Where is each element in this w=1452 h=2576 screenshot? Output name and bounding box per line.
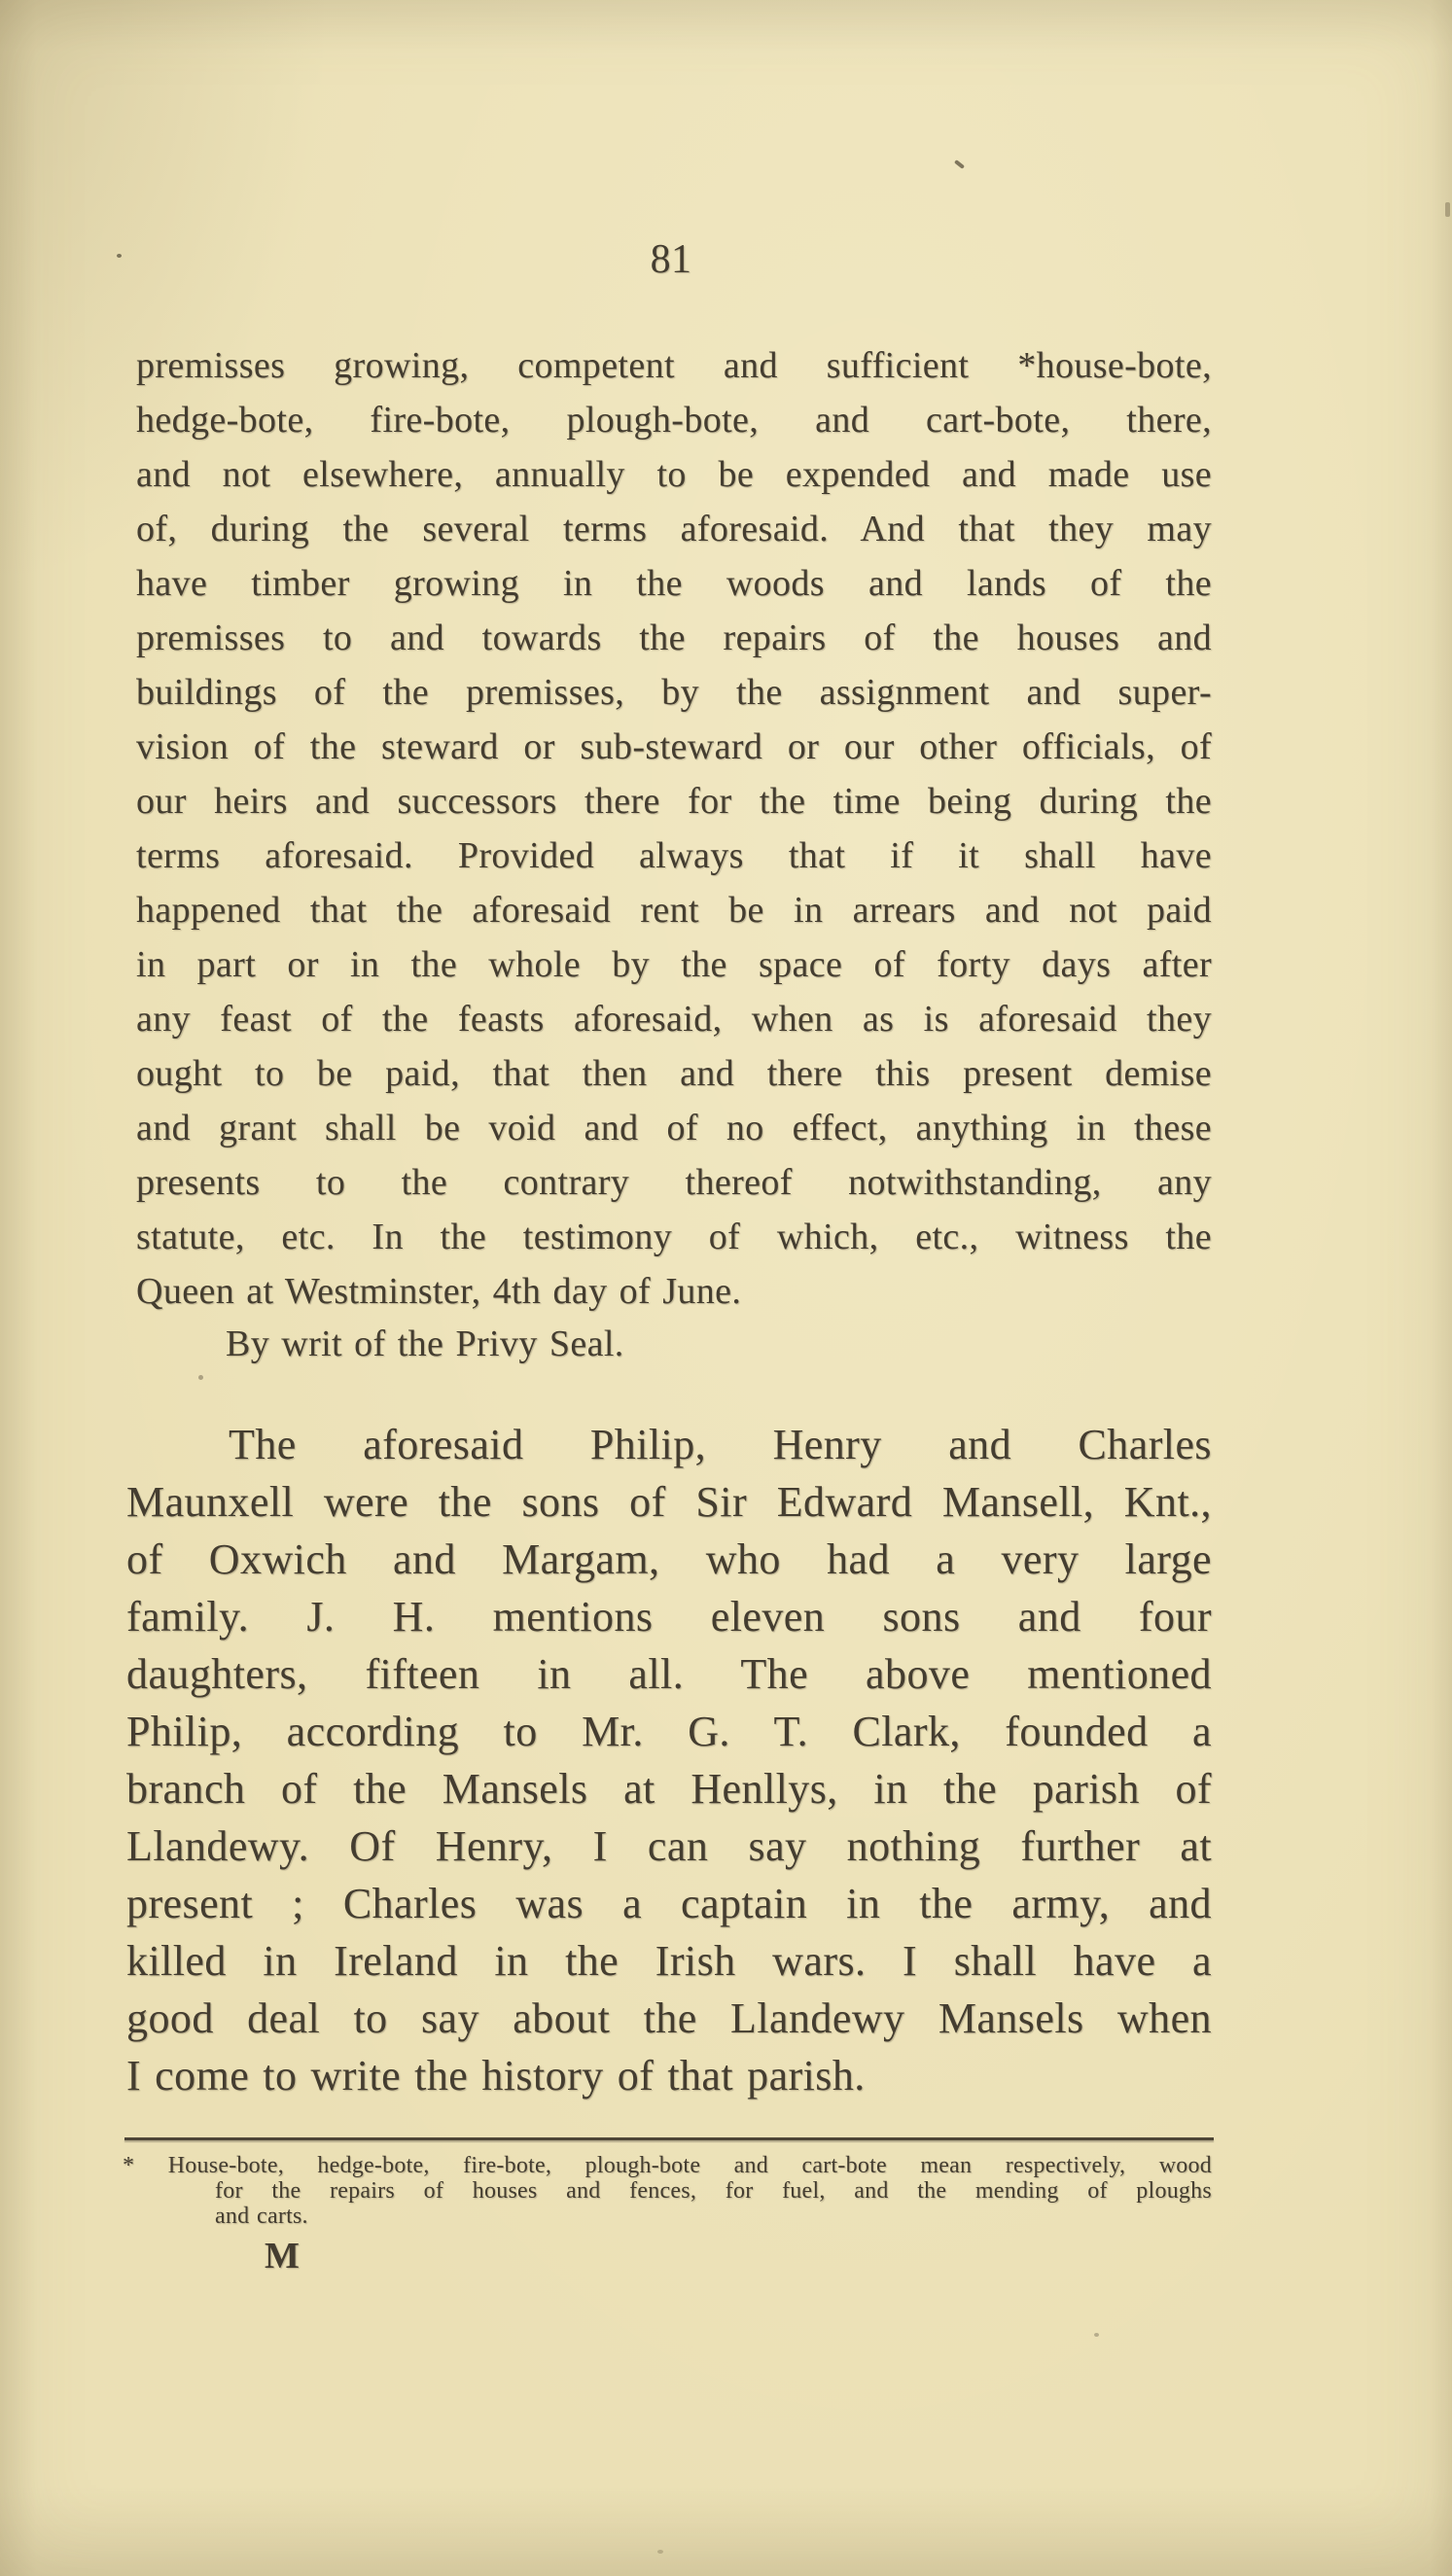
body-line: family. J. H. mentions eleven sons and four: [126, 1593, 1212, 1641]
body-line: and not elsewhere, annually to be expended and made use: [136, 454, 1212, 495]
body-line: Queen at Westminster, 4th day of June.: [136, 1271, 742, 1312]
body-line: killed in Ireland in the Irish wars. I shall have a: [126, 1937, 1212, 1985]
page-number: 81: [650, 237, 692, 282]
footnote-line: and carts.: [215, 2204, 308, 2229]
paper-speck: [1445, 202, 1450, 217]
paper-speck: [954, 159, 965, 169]
body-line: Philip, according to Mr. G. T. Clark, founded a: [126, 1708, 1212, 1755]
body-line: daughters, fifteen in all. The above mentioned: [126, 1650, 1212, 1698]
body-line: premisses growing, competent and sufficient *house-bote,: [136, 345, 1212, 386]
body-line: Maunxell were the sons of Sir Edward Mansell, Knt.,: [126, 1478, 1212, 1526]
paper-speck: [657, 2550, 663, 2554]
body-line: vision of the steward or sub-steward or our other officials, of: [136, 726, 1212, 767]
footnote-line: * House-bote, hedge-bote, fire-bote, plough-bote and cart-bote mean respectively, wood: [123, 2153, 1212, 2178]
body-line: hedge-bote, fire-bote, plough-bote, and cart-bote, there,: [136, 400, 1212, 441]
paragraph-quoted-grant: [136, 338, 1212, 1319]
body-line: presents to the contrary thereof notwithstanding, any: [136, 1162, 1212, 1203]
body-line: our heirs and successors there for the time being during the: [136, 781, 1212, 822]
body-line: and grant shall be void and of no effect, anything in these: [136, 1108, 1212, 1148]
body-line: happened that the aforesaid rent be in arrears and not paid: [136, 890, 1212, 931]
body-line: Llandewy. Of Henry, I can say nothing further at: [126, 1822, 1212, 1870]
body-line: good deal to say about the Llandewy Mansels when: [126, 1994, 1212, 2042]
body-line: premisses to and towards the repairs of the houses and: [136, 618, 1212, 658]
paper-speck: [1094, 2333, 1099, 2337]
footnote: [123, 2153, 1212, 2229]
body-line: present ; Charles was a captain in the army, and: [126, 1880, 1212, 1927]
footnote-divider-rule: [124, 2137, 1214, 2140]
body-line: terms aforesaid. Provided always that if it shall have: [136, 835, 1212, 876]
body-line: in part or in the whole by the space of forty days after: [136, 944, 1212, 985]
body-line: ought to be paid, that then and there this present demise: [136, 1053, 1212, 1094]
body-line: buildings of the premisses, by the assignment and super-: [136, 672, 1212, 713]
body-line: any feast of the feasts aforesaid, when as is aforesaid they: [136, 999, 1212, 1040]
body-line: The aforesaid Philip, Henry and Charles: [229, 1421, 1212, 1468]
body-line: have timber growing in the woods and lands of the: [136, 563, 1212, 604]
body-line: of, during the several terms aforesaid. And that they may: [136, 509, 1212, 549]
body-line: I come to write the history of that parish.: [126, 2052, 866, 2100]
privy-seal-line: By writ of the Privy Seal.: [226, 1323, 624, 1364]
paper-speck: [117, 254, 122, 258]
footnote-line: for the repairs of houses and fences, for fuel, and the mending of ploughs: [215, 2178, 1212, 2204]
body-line: branch of the Mansels at Henllys, in the parish of: [126, 1765, 1212, 1813]
body-line: statute, etc. In the testimony of which, etc., witness the: [136, 1217, 1212, 1257]
paragraph-commentary: [126, 1416, 1212, 2104]
paper-speck: [198, 1375, 203, 1380]
body-line: of Oxwich and Margam, who had a very large: [126, 1535, 1212, 1583]
signature-mark: M: [265, 2236, 301, 2276]
